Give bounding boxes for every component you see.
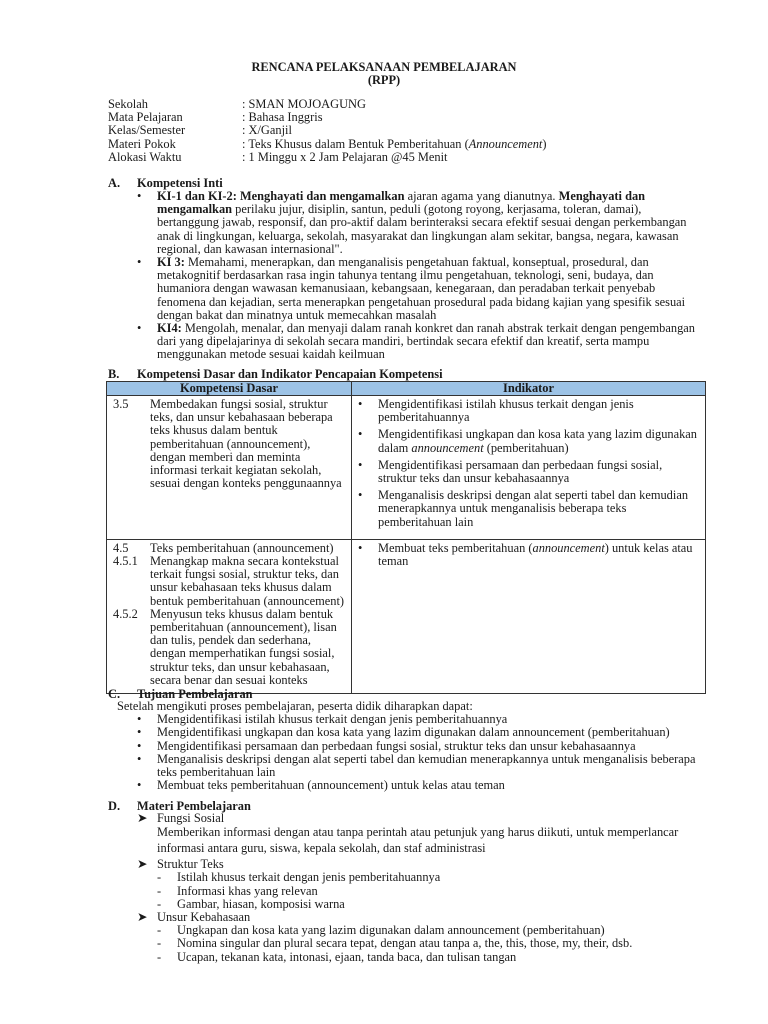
list-item-text: Istilah khusus terkait dengan jenis pemberitahuannya (177, 870, 441, 885)
indicator-item (358, 428, 699, 454)
info-value: : 1 Minggu x 2 Jam Pelajaran @45 Menit (242, 149, 448, 164)
bullet-icon: • (137, 189, 142, 203)
info-value: : X/Ganjil (242, 123, 292, 138)
list-item-text: Menganalisis deskripsi dengan alat seperti tabel dan kemudian menerapkannya untuk menganalisis beberapa teks pemberitahuan lain (157, 751, 696, 780)
info-value-text: : Teks Khusus dalam Bentuk Pemberitahuan ( (242, 136, 469, 151)
list-item (137, 779, 697, 792)
section-b-heading (108, 368, 443, 381)
column-header: Indikator (352, 382, 706, 396)
info-value (242, 138, 547, 151)
kd-item (113, 555, 345, 608)
list-item (137, 753, 697, 779)
subheading-text: Struktur Teks (157, 857, 224, 872)
indicator-item (358, 489, 699, 529)
indicator-cell (352, 539, 706, 693)
kd-cell (107, 396, 352, 540)
kd-item (113, 398, 345, 490)
fungsi-sosial-text: Memberikan informasi dengan atau tanpa perintah atau petunjuk yang harus diikuti, untuk memperlancar informasi antara guru, siswa, kepala sekolah, dan staf administrasi (157, 825, 679, 855)
table-header-row (107, 382, 706, 396)
bullet-icon: • (137, 751, 142, 766)
info-value-italic: Announcement (468, 136, 543, 151)
list-item (137, 190, 703, 256)
bullet-icon: • (137, 712, 142, 727)
table-row (107, 539, 706, 693)
kd-text: Menangkap makna secara kontekstual terkait fungsi sosial, struktur teks, dan unsur kebahasaan teks khusus dalam bentuk pemberitahuan (announcement) (150, 554, 345, 608)
indicator-text: Mengidentifikasi ungkapan dan kosa kata yang lazim digunakan dalam (378, 427, 697, 455)
document-subtitle: (RPP) (367, 73, 401, 87)
section-title: Tujuan Pembelajaran (137, 687, 253, 701)
ki-bold: Menghayati dan mengamalkan (157, 189, 646, 217)
column-header: Kompetensi Dasar (107, 382, 352, 396)
section-letter: C. (108, 687, 121, 701)
arrow-bullet-icon: ➤ (137, 811, 148, 825)
list-item-text: Gambar, hiasan, komposisi warna (177, 896, 345, 911)
kd-text: Teks pemberitahuan (announcement) (150, 540, 334, 555)
bullet-icon: • (358, 488, 363, 503)
info-value: : Bahasa Inggris (242, 110, 323, 125)
ki-label: KI-1 dan KI-2: Menghayati dan mengamalkan (157, 189, 405, 203)
indicator-text: Mengidentifikasi istilah khusus terkait dengan jenis pemberitahuannya (378, 397, 634, 425)
dash-bullet: - (157, 949, 162, 964)
dash-bullet: - (157, 883, 162, 898)
materi-list (137, 812, 707, 964)
bullet-icon: • (358, 457, 363, 472)
list-item-text: Ucapan, tekanan kata, intonasi, ejaan, tanda baca, dan tulisan tangan (177, 949, 517, 964)
section-title: Kompetensi Dasar dan Indikator Pencapaian Kompetensi (137, 367, 443, 381)
info-value: : SMAN MOJOAGUNG (242, 97, 366, 111)
bullet-icon: • (137, 738, 142, 753)
list-item-text: Mengidentifikasi istilah khusus terkait dengan jenis pemberitahuannya (157, 712, 508, 727)
bullet-icon: • (137, 778, 142, 793)
subheading-text: Unsur Kebahasaan (157, 910, 251, 925)
kd-item (113, 608, 345, 687)
arrow-bullet-icon: ➤ (137, 857, 148, 872)
bullet-icon: • (358, 397, 363, 411)
bullet-icon: • (358, 540, 363, 555)
indicator-item (358, 542, 699, 568)
info-label: Alokasi Waktu (108, 149, 182, 164)
ki-text: Mengolah, menalar, dan menyaji dalam ranah konkret dan ranah abstrak terkait dengan pengembangan dari yang dipelajarinya di sekolah secara mandiri, bertindak secara efektif dan kreatif, serta mampu menggunakan metode sesuai kaidah keilmuan (157, 321, 695, 362)
kd-number: 3.5 (113, 397, 129, 411)
list-item-text: Membuat teks pemberitahuan (announcement) untuk kelas atau teman (157, 778, 505, 793)
kd-text: Membedakan fungsi sosial, struktur teks, dan unsur kebahasaan beberapa teks khusus dalam bentuk pemberitahuan (announcement), dengan memberi dan meminta informasi terkait kegiatan sekolah, sesuai dengan konteks penggunaannya (150, 397, 342, 491)
list-item (137, 322, 703, 362)
table-row (107, 396, 706, 540)
list-item-text: Ungkapan dan kosa kata yang lazim digunakan dalam announcement (pemberitahuan) (177, 923, 605, 938)
bullet-icon: • (137, 321, 142, 336)
section-title: Materi Pembelajaran (137, 799, 251, 813)
kd-text: Menyusun teks khusus dalam bentuk pemberitahuan (announcement), lisan dan tulis, pendek dan sederhana, dengan memperhatikan fungsi sosial, struktur teks, dan unsur kebahasaan, secara benar dan sesuai konteks (150, 606, 337, 687)
info-label: Materi Pokok (108, 136, 176, 151)
info-label: Mata Pelajaran (108, 110, 183, 125)
ki-text: perilaku jujur, disiplin, santun, peduli (gotong royong, kerjasama, toleran, damai), bertanggung jawab, responsif, dan pro-aktif dalam berinteraksi secara efektif sesuai dengan perkembangan anak di lingkungan, keluarga, sekolah, masyarakat dan lingkungan alam sekitar, bangsa, negara, kawasan regional, dan kawasan internasional". (157, 202, 687, 256)
kompetensi-table (106, 381, 706, 694)
info-row (108, 138, 547, 151)
indicator-text: Membuat teks pemberitahuan ( (378, 540, 533, 555)
document-title: RENCANA PELAKSANAAN PEMBELAJARAN (251, 60, 517, 74)
section-title: Kompetensi Inti (137, 176, 223, 190)
indicator-text: (pemberitahuan) (483, 440, 569, 455)
kd-number: 4.5 (113, 540, 129, 555)
info-row (108, 151, 547, 164)
arrow-bullet-icon: ➤ (137, 910, 148, 925)
kd-cell (107, 539, 352, 693)
info-label: Kelas/Semester (108, 123, 186, 138)
list-item-text: Mengidentifikasi persamaan dan perbedaan fungsi sosial, struktur teks dan unsur kebahasaannya (157, 738, 636, 753)
ki-text: Memahami, menerapkan, dan menganalisis pengetahuan faktual, konseptual, prosedural, dan metakognitif berdasarkan rasa ingin tahunya tentang ilmu pengetahuan, teknologi, seni, budaya, dan humaniora dengan wawasan kemanusiaan, kebangsaan, kenegaraan, dan peradaban terkait penyebab fenomena dan kejadian, serta menerapkan pengetahuan prosedural pada bidang kajian yang spesifik sesuai dengan bakat dan minatnya untuk memecahkan masalah (157, 255, 686, 322)
bullet-icon: • (358, 427, 363, 442)
ki-label: KI4: (157, 321, 182, 336)
indicator-item (358, 398, 699, 424)
list-item (137, 951, 707, 964)
list-item-text: Mengidentifikasi ungkapan dan kosa kata yang lazim digunakan dalam announcement (pemberitahuan) (157, 725, 670, 740)
kompetensi-inti-list (137, 190, 703, 362)
materi-subheading (137, 812, 707, 825)
indicator-italic: announcement (532, 540, 605, 555)
bullet-icon: • (137, 255, 142, 270)
subheading-text: Fungsi Sosial (157, 811, 225, 825)
info-block (108, 98, 547, 164)
kd-number: 4.5.2 (113, 606, 138, 621)
indicator-cell (352, 396, 706, 540)
indicator-item (358, 459, 699, 485)
tujuan-list (117, 699, 697, 793)
dash-bullet: - (157, 870, 162, 885)
info-label: Sekolah (108, 97, 148, 111)
section-letter: B. (108, 367, 120, 381)
dash-bullet: - (157, 936, 162, 951)
section-letter: A. (108, 176, 121, 190)
indicator-text: ) untuk kelas atau teman (378, 540, 693, 569)
dash-bullet: - (157, 923, 162, 938)
dash-bullet: - (157, 896, 162, 911)
indicator-text: Mengidentifikasi persamaan dan perbedaan fungsi sosial, struktur teks dan unsur kebahasaannya (378, 457, 663, 486)
indicator-italic: announcement (411, 440, 484, 455)
tujuan-intro: Setelah mengikuti proses pembelajaran, peserta didik diharapkan dapat: (117, 699, 473, 713)
list-item (137, 256, 703, 322)
kd-number: 4.5.1 (113, 554, 138, 569)
ki-label: KI 3: (157, 255, 185, 270)
list-item-text: Nomina singular dan plural secara tepat, dengan atau tanpa a, the, this, those, my, their, dsb. (177, 936, 633, 951)
section-letter: D. (108, 799, 121, 813)
bullet-icon: • (137, 725, 142, 740)
info-value-end: ) (542, 136, 547, 151)
ki-text: ajaran agama yang dianutnya. (404, 189, 559, 203)
indicator-text: Menganalisis deskripsi dengan alat seperti tabel dan kemudian menerapkannya untuk menganalisis beberapa teks pemberitahuan lain (378, 488, 689, 529)
list-item-text: Informasi khas yang relevan (177, 883, 318, 898)
